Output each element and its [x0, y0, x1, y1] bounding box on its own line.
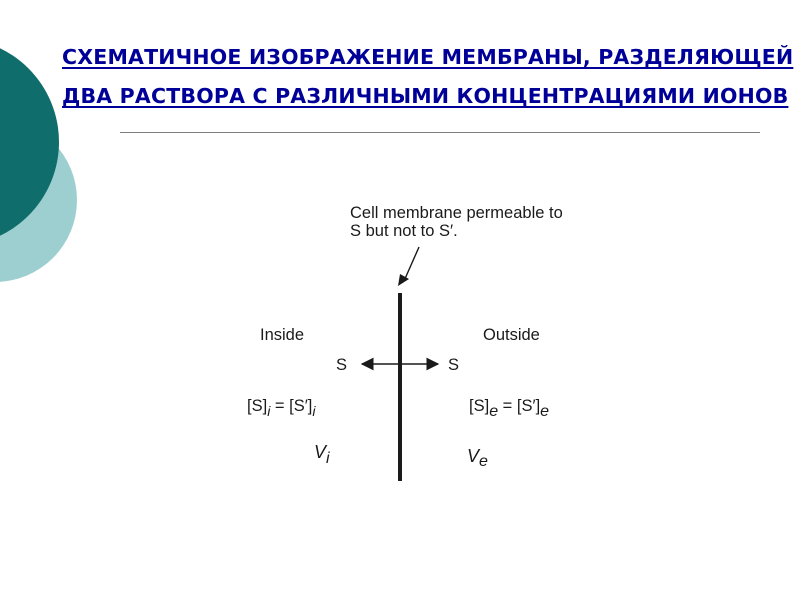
inside-concentration-equation: $[S]_i = [S']_i$: [247, 397, 316, 419]
slide-title-line-2: ДВА РАСТВОРА С РАЗЛИЧНЫМИ КОНЦЕНТРАЦИЯМИ ИОНОВ: [62, 84, 789, 108]
outside-volume: Ve: [467, 446, 488, 470]
solute-inside-label: S: [336, 356, 348, 374]
membrane-pointer-arrowhead: [398, 274, 409, 286]
membrane-pointer-line: [404, 247, 419, 281]
membrane-note-line-1: Cell membrane permeable to: [350, 204, 563, 222]
inside-label: Inside: [260, 326, 305, 344]
inside-volume: Vi: [314, 442, 330, 467]
outside-concentration-equation: [S]e = [S′]e: [469, 397, 550, 420]
membrane-note-line-2: S but not to S′.: [350, 222, 458, 240]
slide-title-line-1: СХЕМАТИЧНОЕ ИЗОБРАЖЕНИЕ МЕМБРАНЫ, РАЗДЕЛЯЮЩЕЙ: [62, 45, 794, 69]
outside-label: Outside: [483, 326, 540, 344]
solute-outside-label: S: [448, 356, 460, 374]
